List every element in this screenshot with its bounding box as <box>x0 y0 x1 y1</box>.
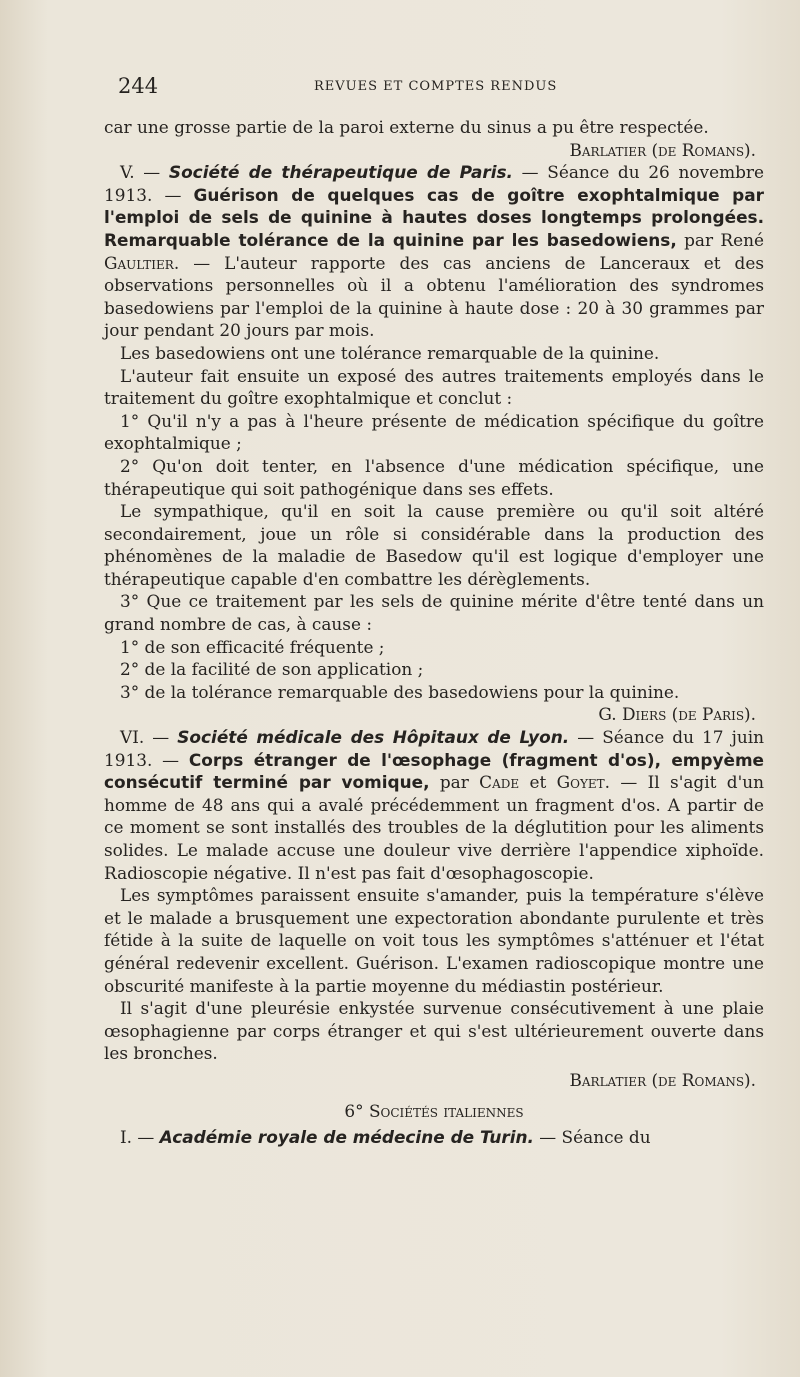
signature: Barlatier (de Romans). <box>569 139 756 160</box>
society-name: Société de thérapeutique de Paris. <box>168 162 513 183</box>
paragraph: 1° Qu'il n'y a pas à l'heure présente de médication spécifique du goître exophtalmique ; <box>104 410 764 454</box>
signature: G. Diers (de Paris). <box>598 704 756 725</box>
page-header <box>118 74 758 104</box>
paragraph: 1° de son efficacité fréquente ; <box>120 636 385 657</box>
section-number: V. — <box>120 162 169 183</box>
session-date: — Séance du <box>533 1127 651 1148</box>
paragraph: L'auteur fait ensuite un exposé des autres traitements employés dans le traitement du goître exophtalmique et conclut : <box>104 365 764 409</box>
section-i <box>104 1126 764 1149</box>
paragraph: 2° de la facilité de son application ; <box>120 659 424 680</box>
paragraph: car une grosse partie de la paroi externe du sinus a pu être respectée. <box>104 117 709 137</box>
section-number: I. — <box>120 1127 160 1148</box>
author-name: Cade <box>479 772 520 793</box>
conjunction: et <box>519 772 557 793</box>
paragraph: Il s'agit d'une pleurésie enkystée survenue consécutivement à une plaie œsophagienne par corps étranger et qui s'est ultérieurement ouverte dans les bronches. <box>104 998 764 1064</box>
author-name: Gaultier <box>104 252 174 273</box>
session-date: — Séance du 26 novembre 1913. — <box>104 162 764 205</box>
byline: par <box>429 772 480 793</box>
signature: Barlatier (de Romans). <box>569 1069 756 1090</box>
paragraph: Les basedowiens ont une tolérance remarquable de la quinine. <box>120 342 660 363</box>
paragraph-text: . — Il s'agit d'un homme de 48 ans qui a avalé précédemment un fragment d'os. A partir de ce moment se sont installés des troubles de la déglutition pour les aliments solides. Le malade accuse une douleur vive derrière l'appendice xiphoïde. Radioscopie négative. Il n'est pas fait d'œsophagoscopie. <box>104 772 764 883</box>
running-title: REVUES ET COMPTES RENDUS <box>314 79 558 94</box>
society-name: Académie royale de médecine de Turin. <box>159 1127 534 1148</box>
section-v <box>104 161 764 342</box>
paragraph-text: . — L'auteur rapporte des cas anciens de Lanceraux et des observations personnelles où il a obtenu l'amélioration des syndromes basedowiens par l'emploi de la quinine à haute dose : 20 à 30 grammes par jour pendant 20 jours par mois. <box>104 252 764 341</box>
paragraph: 3° Que ce traitement par les sels de quinine mérite d'être tenté dans un grand nombre de cas, à cause : <box>104 591 764 635</box>
byline: par René <box>676 229 764 250</box>
paragraph: 3° de la tolérance remarquable des basedowiens pour la quinine. <box>120 681 680 702</box>
author-name: Goyet <box>556 772 605 793</box>
section-vi <box>104 726 764 884</box>
page-number: 244 <box>118 74 159 98</box>
paragraph: Le sympathique, qu'il en soit la cause première ou qu'il soit altéré secondairement, joue un rôle si considérable dans la production des phénomènes de la maladie de Basedow qu'il est logique d'employer une thérapeutique capable d'en combattre les dérèglements. <box>104 501 764 589</box>
section-number: VI. — <box>120 727 178 748</box>
paragraph: 2° Qu'on doit tenter, en l'absence d'une médication spécifique, une thérapeutique qui soit pathogénique dans ses effets. <box>104 455 764 499</box>
session-date: — Séance du 17 juin 1913. — <box>104 727 764 770</box>
article-title: Guérison de quelques cas de goître exophtalmique par l'emploi de sels de quinine à hautes doses longtemps prolongées. Remarquable tolérance de la quinine par les basedowiens, <box>104 184 765 250</box>
society-name: Société médicale des Hôpitaux de Lyon. <box>177 727 570 748</box>
section-heading: 6° Sociétés italiennes <box>344 1100 524 1121</box>
article-title: Corps étranger de l'œsophage (fragment d'os), empyème consécutif terminé par vomique, <box>104 749 764 793</box>
paragraph: Les symptômes paraissent ensuite s'amander, puis la température s'élève et le malade a brusquement une expectoration abondante purulente et très fétide à la suite de laquelle on voit tous les symptômes s'atténuer et l'état général redevenir excellent. Guérison. L'examen radioscopique montre une obscurité manifeste à la partie moyenne du médiastin postérieur. <box>104 885 764 996</box>
article-body <box>104 116 764 1149</box>
